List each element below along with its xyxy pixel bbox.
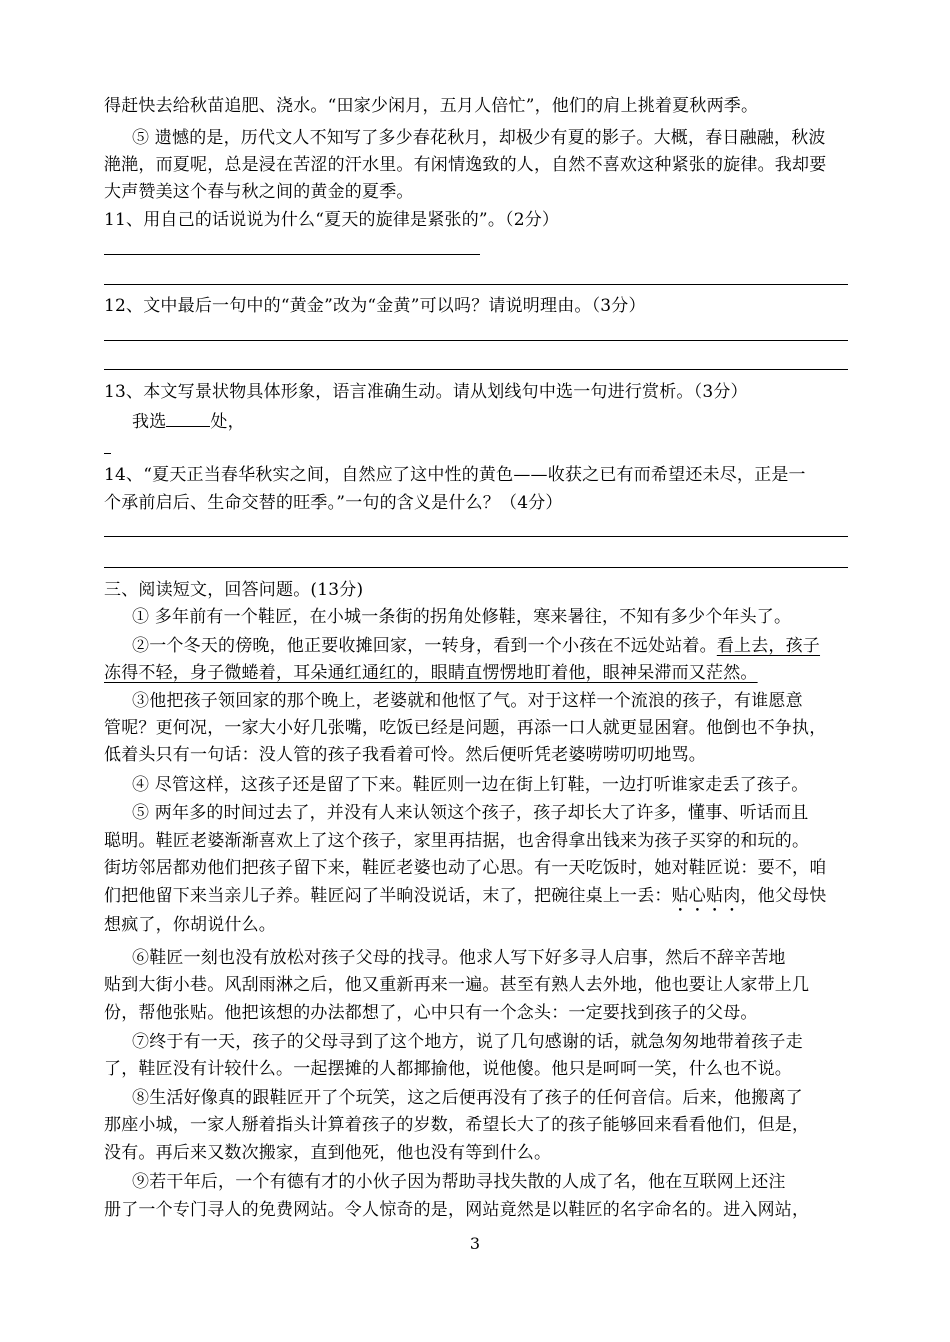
question-13-answer-prompt — [132, 408, 245, 434]
passage-line: 得赶快去给秋苗追肥、浇水。“田家少闲月，五月人倍忙”，他们的肩上挑着夏秋两季。 — [104, 96, 759, 116]
paragraph-8-line: 没有。再后来又数次搬家，直到他死，他也没有等到什么。 — [104, 1143, 552, 1163]
paragraph-6-line: 贴到大街小巷。风刮雨淋之后，他又重新再来一遍。甚至有熟人去外地，他也要让人家带上几 — [104, 975, 810, 995]
passage-paragraph-5-line: 滟滟，而夏呢，总是浸在苦涩的汗水里。有闲情逸致的人，自然不喜欢这种紧张的旋律。我却要 — [104, 155, 827, 175]
paragraph-5-line: 街坊邻居都劝他们把孩子留下来，鞋匠老婆也动了心思。有一天吃饭时，她对鞋匠说：要不，咱 — [104, 858, 827, 878]
question-14-line: 个承前启后、生命交替的旺季。”一句的含义是什么？（4分） — [104, 493, 563, 513]
paragraph-3-line: 低着头只有一句话：没人管的孩子我看着可怜。然后便听凭老婆唠唠叨叨地骂。 — [104, 745, 706, 765]
paragraph-2-line — [132, 634, 820, 658]
paragraph-5-line — [104, 884, 826, 916]
answer-blank[interactable] — [166, 408, 210, 427]
underlined-sentence: 看上去，孩子 — [716, 636, 821, 656]
paragraph-5-line: ⑤ 两年多的时间过去了，并没有人来认领这个孩子，孩子却长大了许多，懂事、听话而且 — [132, 803, 809, 823]
paragraph-7-line: ⑦终于有一天，孩子的父母寻到了这个地方，说了几句感谢的话，就急匆匆地带着孩子走 — [132, 1032, 803, 1052]
answer-line[interactable] — [104, 369, 848, 370]
paragraph-7-line: 了，鞋匠没有计较什么。一起摆摊的人都揶揄他，说他傻。他只是呵呵一笑，什么也不说。 — [104, 1059, 792, 1079]
answer-line[interactable] — [104, 254, 480, 255]
answer-suffix: 处， — [210, 412, 245, 432]
underlined-sentence: 冻得不轻，身子微蜷着，耳朵通红通红的，眼睛直愣愣地盯着他，眼神呆滞而又茫然。 — [104, 663, 758, 683]
paragraph-8-line: ⑧生活好像真的跟鞋匠开了个玩笑，这之后便再没有了孩子的任何音信。后来，他搬离了 — [132, 1088, 803, 1108]
paragraph-6-line: ⑥鞋匠一刻也没有放松对孩子父母的找寻。他求人写下好多寻人启事，然后不辞辛苦地 — [132, 948, 786, 968]
question-13: 13、本文写景状物具体形象，语言准确生动。请从划线句中选一句进行赏析。（3分） — [104, 382, 748, 402]
paragraph-6-line: 份，帮他张贴。他把该想的办法都想了，心中只有一个念头：一定要找到孩子的父母。 — [104, 1003, 758, 1023]
section-3-heading: 三、阅读短文，回答问题。(13分) — [104, 580, 364, 600]
answer-line[interactable] — [104, 340, 848, 341]
paragraph-3-line: 管呢？更何况，一家大小好几张嘴，吃饭已经是问题，再添一口人就更显困窘。他倒也不争执， — [104, 718, 827, 738]
plain-text: ，他父母快 — [740, 886, 827, 906]
paragraph-9-line: ⑨若干年后，一个有德有才的小伙子因为帮助寻找失散的人成了名，他在互联网上还注 — [132, 1172, 786, 1192]
paragraph-9-line: 册了一个专门寻人的免费网站。令人惊奇的是，网站竟然是以鞋匠的名字命名的。进入网站， — [104, 1200, 810, 1220]
paragraph-5-line: 想疯了，你胡说什么。 — [104, 915, 276, 935]
plain-text: 们把他留下来当亲儿子养。鞋匠闷了半晌没说话，末了，把碗往桌上一丢： — [104, 886, 672, 906]
plain-text: ②一个冬天的傍晚，他正要收摊回家，一转身，看到一个小孩在不远处站着。 — [132, 636, 717, 656]
question-14-line: 14、“夏天正当春华秋实之间，自然应了这中性的黄色——收获之已有而希望还未尽，正是一 — [104, 465, 806, 485]
answer-line[interactable] — [104, 536, 848, 537]
question-12: 12、文中最后一句中的“黄金”改为“金黄”可以吗？请说明理由。（3分） — [104, 296, 646, 316]
paragraph-2-line — [104, 661, 758, 685]
paragraph-5-line: 聪明。鞋匠老婆渐渐喜欢上了这个孩子，家里再拮据，也舍得拿出钱来为孩子买穿的和玩的。 — [104, 831, 810, 851]
answer-line[interactable] — [104, 284, 848, 285]
paragraph-8-line: 那座小城，一家人掰着指头计算着孩子的岁数，希望长大了的孩子能够回来看看他们，但是， — [104, 1115, 810, 1135]
question-11: 11、用自己的话说说为什么“夏天的旋律是紧张的”。（2分） — [104, 210, 560, 230]
answer-prefix: 我选 — [132, 412, 167, 432]
passage-paragraph-5-line: 大声赞美这个春与秋之间的黄金的夏季。 — [104, 182, 414, 202]
answer-line[interactable] — [104, 567, 848, 568]
passage-paragraph-5-line: ⑤ 遗憾的是，历代文人不知写了多少春花秋月，却极少有夏的影子。大概，春日融融，秋波 — [132, 128, 826, 148]
page-number: 3 — [469, 1234, 481, 1253]
paragraph-4: ④ 尽管这样，这孩子还是留了下来。鞋匠则一边在街上钉鞋，一边打听谁家走丢了孩子。 — [132, 775, 809, 795]
paragraph-3-line: ③他把孩子领回家的那个晚上，老婆就和他怄了气。对于这样一个流浪的孩子，有谁愿意 — [132, 691, 803, 711]
answer-mark — [104, 453, 111, 454]
dotted-emphasis-phrase: 贴心贴肉 — [671, 886, 741, 906]
paragraph-1: ① 多年前有一个鞋匠，在小城一条街的拐角处修鞋，寒来暑往，不知有多少个年头了。 — [132, 607, 792, 627]
